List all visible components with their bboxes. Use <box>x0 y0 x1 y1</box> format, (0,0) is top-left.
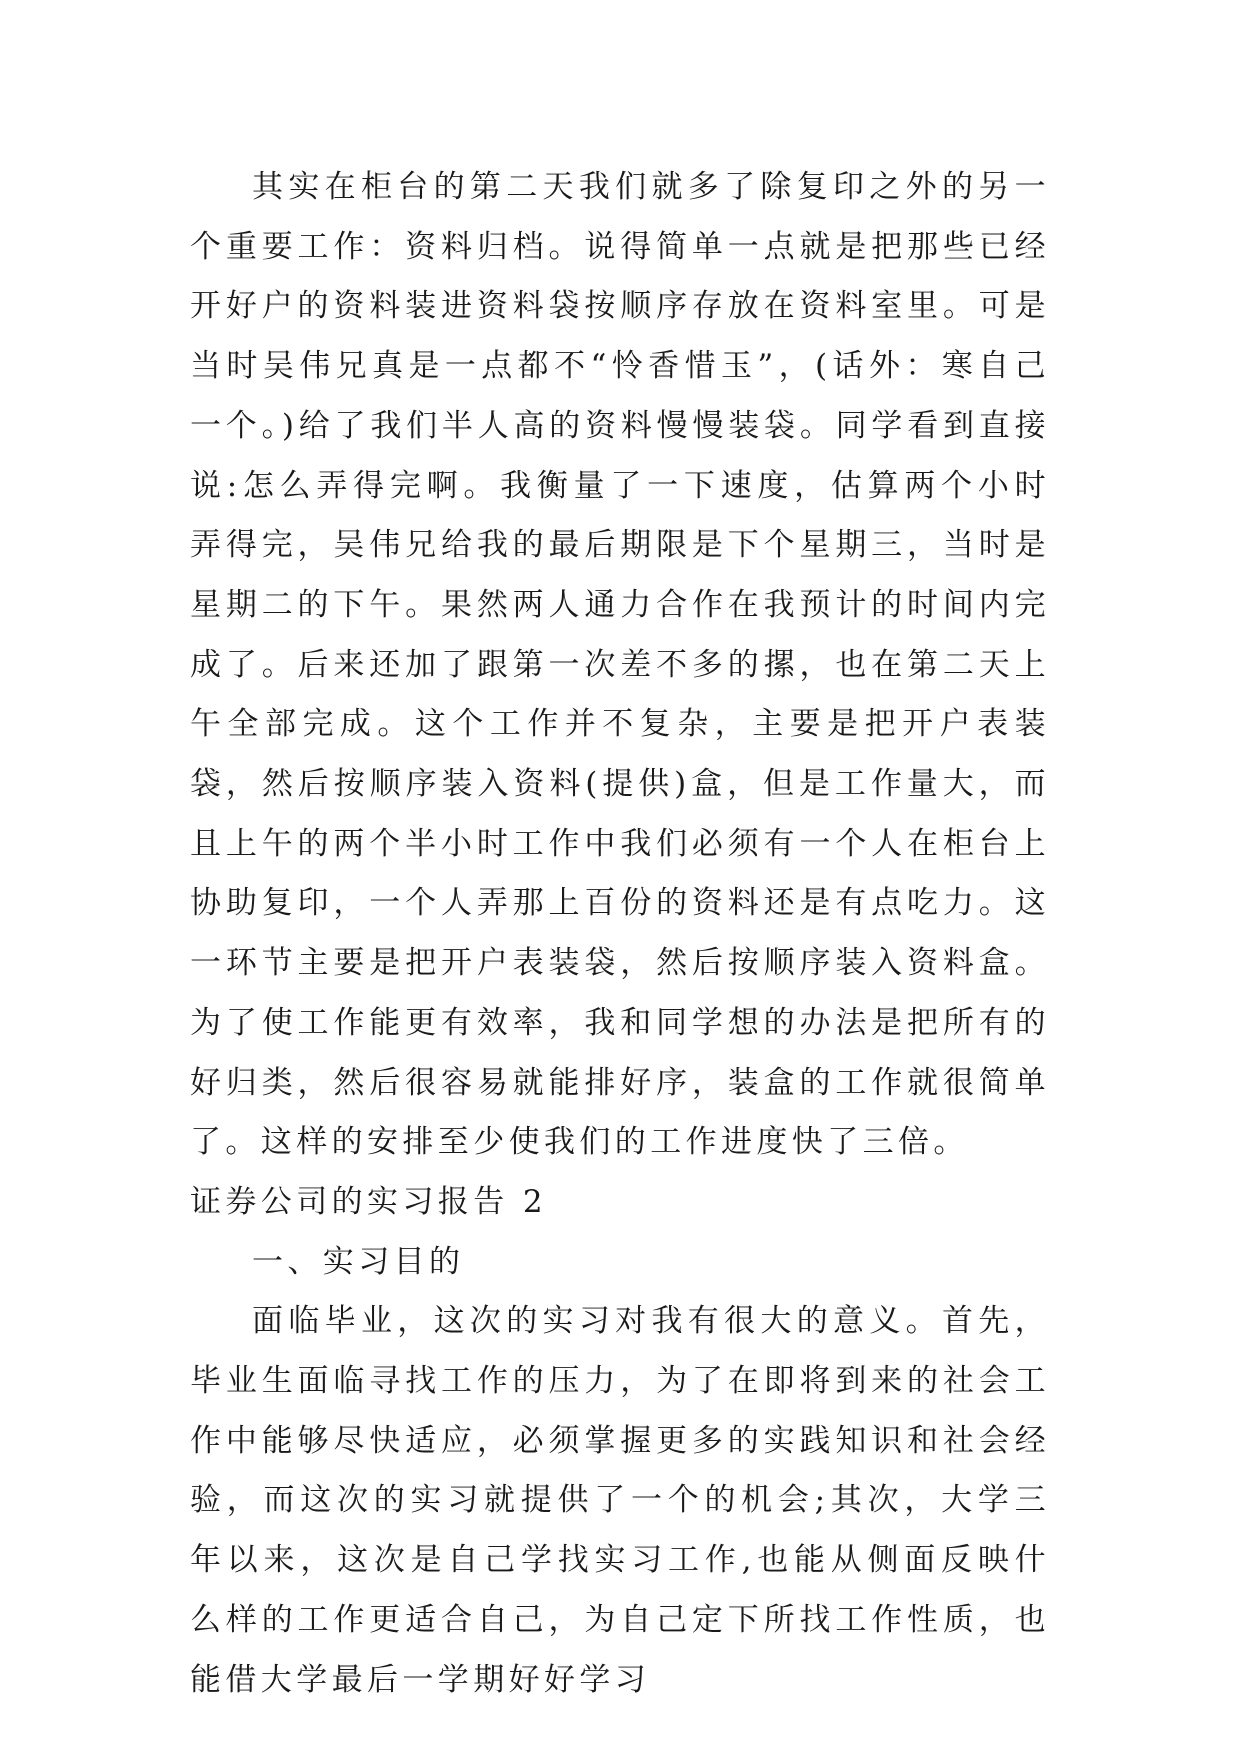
document-body <box>190 158 1050 1710</box>
subsection-title: 一、实习目的 <box>252 1243 465 1280</box>
body-paragraph: 其实在柜台的第二天我们就多了除复印之外的另一个重要工作：资料归档。说得简单一点就是把那些已经开好户的资料装进资料袋按顺序存放在资料室里。可是当时吴伟兄真是一点都不“怜香惜玉”，(话外：寒自己一个。)给了我们半人高的资料慢慢装袋。同学看到直接说:怎么弄得完啊。我衡量了一下速度，估算两个小时弄得完，吴伟兄给我的最后期限是下个星期三，当时是星期二的下午。果然两人通力合作在我预计的时间内完成了。后来还加了跟第一次差不多的摞，也在第二天上午全部完成。这个工作并不复杂，主要是把开户表装袋，然后按顺序装入资料(提供)盒，但是工作量大，而且上午的两个半小时工作中我们必须有一个人在柜台上协助复印，一个人弄那上百份的资料还是有点吃力。这一环节主要是把开户表装袋，然后按顺序装入资料盒。为了使工作能更有效率，我和同学想的办法是把所有的好归类，然后很容易就能排好序，装盒的工作就很简单了。这样的安排至少使我们的工作进度快了三倍。 <box>190 169 1050 1161</box>
section-title: 证券公司的实习报告 2 <box>190 1183 547 1220</box>
body-paragraph: 面临毕业，这次的实习对我有很大的意义。首先，毕业生面临寻找工作的压力，为了在即将到来的社会工作中能够尽快适应，必须掌握更多的实践知识和社会经验，而这次的实习就提供了一个的机会;其次，大学三年以来，这次是自己学找实习工作,也能从侧面反映什么样的工作更适合自己，为自己定下所找工作性质，也能借大学最后一学期好好学习 <box>190 1303 1050 1698</box>
